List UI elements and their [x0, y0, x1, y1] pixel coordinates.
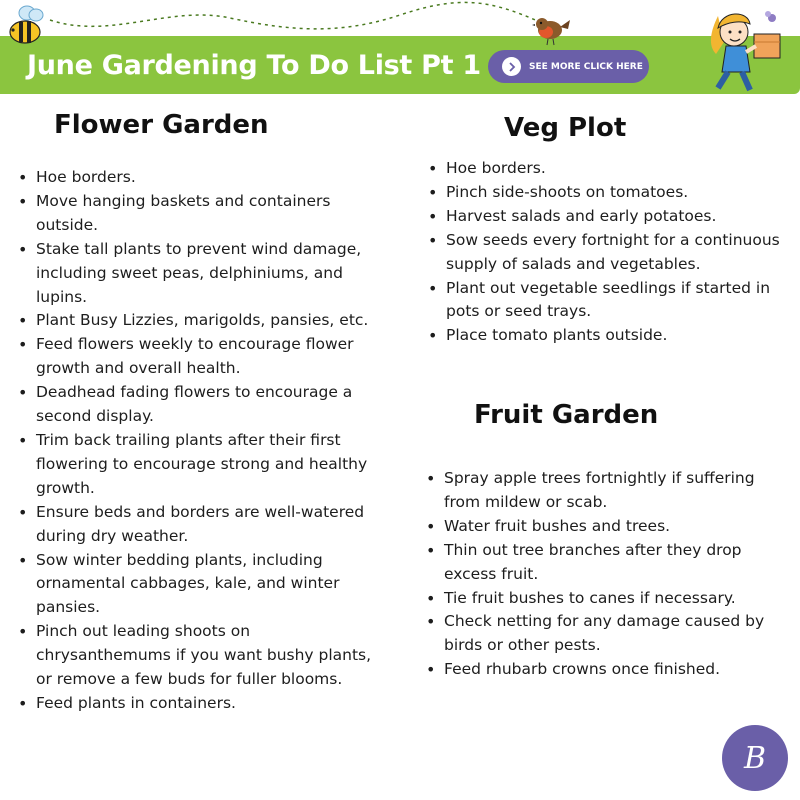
list-item: • Sow seeds every fortnight for a continuous supply of salads and vegetables.: [428, 229, 794, 277]
list-item: • Ensure beds and borders are well-watered during dry weather.: [18, 501, 373, 549]
list-item: • Deadhead fading flowers to encourage a second display.: [18, 381, 373, 429]
list-item: • Thin out tree branches after they drop excess fruit.: [426, 539, 788, 587]
list-item: • Tie fruit bushes to canes if necessary.: [426, 587, 788, 611]
list-item: • Water fruit bushes and trees.: [426, 515, 788, 539]
list-item: • Pinch out leading shoots on chrysanthemums if you want bushy plants, or remove a few buds for fuller blooms.: [18, 620, 373, 692]
robin-icon: [532, 12, 572, 46]
list-item: • Plant Busy Lizzies, marigolds, pansies, etc.: [18, 309, 373, 333]
list-item: • Plant out vegetable seedlings if started in pots or seed trays.: [428, 277, 794, 325]
flower-garden-list: [18, 166, 373, 716]
list-item: • Hoe borders.: [428, 157, 794, 181]
list-item: • Spray apple trees fortnightly if suffering from mildew or scab.: [426, 467, 788, 515]
flower-garden-heading: Flower Garden: [54, 110, 269, 140]
list-item: • Feed flowers weekly to encourage flower growth and overall health.: [18, 333, 373, 381]
list-item: • Place tomato plants outside.: [428, 324, 794, 348]
list-item: • Pinch side-shoots on tomatoes.: [428, 181, 794, 205]
fruit-garden-list: [426, 467, 788, 682]
list-item: • Hoe borders.: [18, 166, 373, 190]
list-item: • Feed rhubarb crowns once finished.: [426, 658, 788, 682]
header-banner: [0, 0, 800, 95]
flight-path-decoration: [40, 0, 600, 45]
list-item: • Stake tall plants to prevent wind damage, including sweet peas, delphiniums, and lupins.: [18, 238, 373, 310]
chevron-right-icon: [502, 57, 521, 76]
girl-with-box-icon: [700, 2, 796, 96]
list-item: • Harvest salads and early potatoes.: [428, 205, 794, 229]
brand-logo[interactable]: [722, 725, 788, 791]
page-title: June Gardening To Do List Pt 1: [27, 50, 481, 81]
list-item: • Sow winter bedding plants, including ornamental cabbages, kale, and winter pansies.: [18, 549, 373, 621]
list-item: • Trim back trailing plants after their first flowering to encourage strong and healthy growth.: [18, 429, 373, 501]
see-more-button[interactable]: [488, 50, 649, 83]
logo-letter: B: [743, 740, 767, 776]
veg-plot-heading: Veg Plot: [504, 113, 627, 143]
see-more-label: SEE MORE CLICK HERE: [529, 61, 643, 72]
fruit-garden-heading: Fruit Garden: [474, 400, 659, 430]
list-item: • Feed plants in containers.: [18, 692, 373, 716]
bee-icon: [5, 5, 47, 47]
veg-plot-list: [428, 157, 794, 348]
list-item: • Move hanging baskets and containers outside.: [18, 190, 373, 238]
list-item: • Check netting for any damage caused by birds or other pests.: [426, 610, 788, 658]
